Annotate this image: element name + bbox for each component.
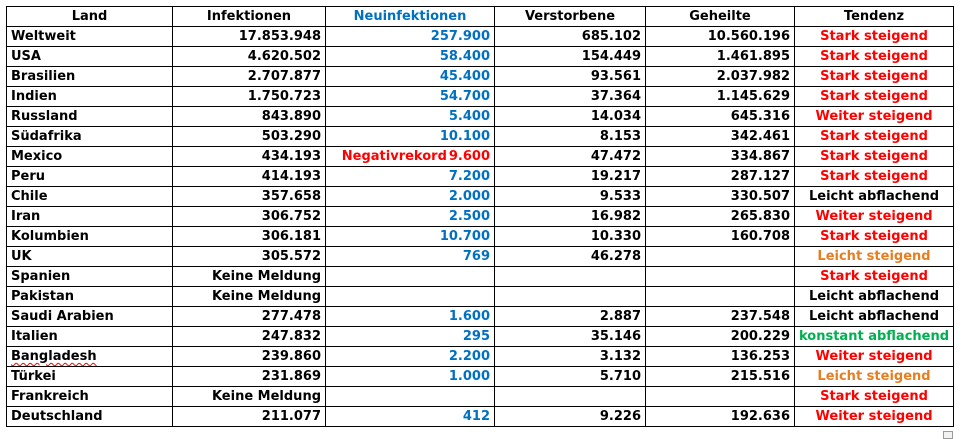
cell-geheilte: 342.461 (646, 127, 795, 147)
cell-infektionen: 305.572 (173, 247, 326, 267)
cell-land (7, 347, 173, 367)
cell-geheilte: 265.830 (646, 207, 795, 227)
cell-infektionen: 306.181 (173, 227, 326, 247)
header-tendenz: Tendenz (795, 7, 954, 27)
country-name: Weltweit (11, 29, 76, 44)
record-label: Negativrekord (341, 149, 447, 164)
country-name: Peru (11, 169, 46, 184)
cell-neuinfektionen: 295 (326, 327, 495, 347)
table-row (7, 367, 954, 387)
cell-infektionen: 306.752 (173, 207, 326, 227)
cell-tendenz: Stark steigend (795, 227, 954, 247)
cell-tendenz: Weiter steigend (795, 407, 954, 427)
cell-verstorbene: 5.710 (495, 367, 646, 387)
cell-neuinfektionen: 54.700 (326, 87, 495, 107)
cell-tendenz: Stark steigend (795, 87, 954, 107)
cell-neuinfektionen: 58.400 (326, 47, 495, 67)
cell-tendenz: konstant abflachend (795, 327, 954, 347)
cell-land (7, 387, 173, 407)
country-name: Saudi Arabien (11, 309, 114, 324)
cell-tendenz: Leicht steigend (795, 367, 954, 387)
cell-infektionen: 843.890 (173, 107, 326, 127)
cell-tendenz: Stark steigend (795, 267, 954, 287)
table-row (7, 227, 954, 247)
cell-land (7, 47, 173, 67)
country-name: Frankreich (11, 389, 89, 404)
cell-geheilte: 330.507 (646, 187, 795, 207)
cell-neuinfektionen: 1.000 (326, 367, 495, 387)
cell-verstorbene: 47.472 (495, 147, 646, 167)
header-infektionen: Infektionen (173, 7, 326, 27)
table-row (7, 147, 954, 167)
cell-tendenz: Stark steigend (795, 147, 954, 167)
country-name: Pakistan (11, 289, 75, 304)
cell-tendenz: Weiter steigend (795, 107, 954, 127)
cell-infektionen: 211.077 (173, 407, 326, 427)
table-row (7, 67, 954, 87)
cell-neuinfektionen (326, 147, 495, 167)
cell-geheilte: 237.548 (646, 307, 795, 327)
table-row (7, 407, 954, 427)
country-name: Südafrika (11, 129, 82, 144)
cell-verstorbene: 93.561 (495, 67, 646, 87)
cell-land (7, 187, 173, 207)
cell-neuinfektionen (326, 387, 495, 407)
cell-verstorbene: 3.132 (495, 347, 646, 367)
cell-geheilte: 645.316 (646, 107, 795, 127)
cell-tendenz: Stark steigend (795, 27, 954, 47)
cell-verstorbene: 154.449 (495, 47, 646, 67)
cell-infektionen: 231.869 (173, 367, 326, 387)
cell-tendenz: Stark steigend (795, 47, 954, 67)
cell-infektionen: 247.832 (173, 327, 326, 347)
header-row (7, 7, 954, 27)
table-row (7, 267, 954, 287)
cell-verstorbene: 35.146 (495, 327, 646, 347)
table-row (7, 107, 954, 127)
country-name: Türkei (11, 369, 56, 384)
cell-geheilte: 334.867 (646, 147, 795, 167)
table-row (7, 287, 954, 307)
table-row (7, 27, 954, 47)
cell-verstorbene (495, 387, 646, 407)
cell-land (7, 27, 173, 47)
table-row (7, 347, 954, 367)
cell-tendenz: Weiter steigend (795, 347, 954, 367)
cell-neuinfektionen: 257.900 (326, 27, 495, 47)
cell-infektionen: 1.750.723 (173, 87, 326, 107)
cell-geheilte: 160.708 (646, 227, 795, 247)
cell-neuinfektionen: 412 (326, 407, 495, 427)
country-name: USA (11, 49, 41, 64)
cell-geheilte: 136.253 (646, 347, 795, 367)
cell-infektionen: Keine Meldung (173, 287, 326, 307)
cell-neuinfektionen: 769 (326, 247, 495, 267)
cell-infektionen: 434.193 (173, 147, 326, 167)
cell-geheilte: 215.516 (646, 367, 795, 387)
table-resize-handle[interactable] (943, 431, 953, 439)
cell-neuinfektionen: 7.200 (326, 167, 495, 187)
cell-infektionen: 2.707.877 (173, 67, 326, 87)
cell-land (7, 247, 173, 267)
cell-neuinfektionen: 45.400 (326, 67, 495, 87)
header-verstorbene: Verstorbene (495, 7, 646, 27)
cell-verstorbene: 10.330 (495, 227, 646, 247)
cell-land (7, 267, 173, 287)
cell-verstorbene: 2.887 (495, 307, 646, 327)
cell-infektionen: Keine Meldung (173, 387, 326, 407)
country-name: Mexico (11, 149, 63, 164)
cell-neuinfektionen (326, 267, 495, 287)
covid-statistics-table (6, 6, 954, 427)
country-name: Iran (11, 209, 41, 224)
cell-neuinfektionen: 2.000 (326, 187, 495, 207)
cell-tendenz: Weiter steigend (795, 207, 954, 227)
cell-tendenz: Stark steigend (795, 67, 954, 87)
table-row (7, 327, 954, 347)
cell-infektionen: 17.853.948 (173, 27, 326, 47)
cell-verstorbene: 8.153 (495, 127, 646, 147)
cell-tendenz: Stark steigend (795, 127, 954, 147)
cell-verstorbene: 9.533 (495, 187, 646, 207)
country-name: UK (11, 249, 32, 264)
table-row (7, 187, 954, 207)
country-name: Brasilien (11, 69, 76, 84)
cell-geheilte: 200.229 (646, 327, 795, 347)
cell-verstorbene: 14.034 (495, 107, 646, 127)
cell-tendenz: Leicht steigend (795, 247, 954, 267)
cell-tendenz: Stark steigend (795, 167, 954, 187)
table-row (7, 387, 954, 407)
cell-verstorbene: 37.364 (495, 87, 646, 107)
cell-geheilte: 2.037.982 (646, 67, 795, 87)
country-name: Chile (11, 189, 48, 204)
table-row (7, 207, 954, 227)
header-geheilte: Geheilte (646, 7, 795, 27)
country-name: Italien (11, 329, 58, 344)
cell-land (7, 367, 173, 387)
cell-land (7, 227, 173, 247)
cell-verstorbene (495, 267, 646, 287)
cell-neuinfektionen (326, 287, 495, 307)
header-land: Land (7, 7, 173, 27)
cell-land (7, 207, 173, 227)
cell-infektionen: 414.193 (173, 167, 326, 187)
cell-neuinfektionen: 1.600 (326, 307, 495, 327)
cell-geheilte: 192.636 (646, 407, 795, 427)
cell-land (7, 327, 173, 347)
header-neuinfektionen: Neuinfektionen (326, 7, 495, 27)
cell-land (7, 67, 173, 87)
table-body (7, 7, 954, 427)
cell-land (7, 107, 173, 127)
cell-neuinfektionen: 10.100 (326, 127, 495, 147)
record-value: 9.600 (448, 149, 490, 164)
table-row (7, 127, 954, 147)
country-name: Russland (11, 109, 78, 124)
table-row (7, 307, 954, 327)
cell-infektionen: 239.860 (173, 347, 326, 367)
country-name: Bangladesh (11, 349, 97, 364)
cell-infektionen: Keine Meldung (173, 267, 326, 287)
table-row (7, 167, 954, 187)
cell-verstorbene: 9.226 (495, 407, 646, 427)
cell-neuinfektionen: 2.500 (326, 207, 495, 227)
cell-geheilte (646, 287, 795, 307)
cell-tendenz: Leicht abflachend (795, 187, 954, 207)
cell-geheilte (646, 387, 795, 407)
table-row (7, 47, 954, 67)
cell-land (7, 127, 173, 147)
cell-geheilte (646, 247, 795, 267)
cell-geheilte: 10.560.196 (646, 27, 795, 47)
cell-infektionen: 503.290 (173, 127, 326, 147)
cell-land (7, 147, 173, 167)
cell-geheilte (646, 267, 795, 287)
cell-land (7, 407, 173, 427)
cell-geheilte: 287.127 (646, 167, 795, 187)
cell-neuinfektionen: 2.200 (326, 347, 495, 367)
cell-land (7, 307, 173, 327)
cell-geheilte: 1.145.629 (646, 87, 795, 107)
cell-tendenz: Stark steigend (795, 387, 954, 407)
cell-verstorbene: 46.278 (495, 247, 646, 267)
cell-neuinfektionen: 5.400 (326, 107, 495, 127)
cell-verstorbene: 685.102 (495, 27, 646, 47)
cell-tendenz: Leicht abflachend (795, 287, 954, 307)
cell-land (7, 287, 173, 307)
cell-infektionen: 277.478 (173, 307, 326, 327)
table-row (7, 87, 954, 107)
cell-neuinfektionen: 10.700 (326, 227, 495, 247)
cell-land (7, 87, 173, 107)
country-name: Deutschland (11, 409, 103, 424)
country-name: Indien (11, 89, 57, 104)
cell-infektionen: 4.620.502 (173, 47, 326, 67)
cell-land (7, 167, 173, 187)
cell-geheilte: 1.461.895 (646, 47, 795, 67)
cell-verstorbene: 19.217 (495, 167, 646, 187)
cell-infektionen: 357.658 (173, 187, 326, 207)
table-row (7, 247, 954, 267)
cell-verstorbene: 16.982 (495, 207, 646, 227)
country-name: Spanien (11, 269, 71, 284)
country-name: Kolumbien (11, 229, 89, 244)
cell-verstorbene (495, 287, 646, 307)
cell-tendenz: Leicht abflachend (795, 307, 954, 327)
